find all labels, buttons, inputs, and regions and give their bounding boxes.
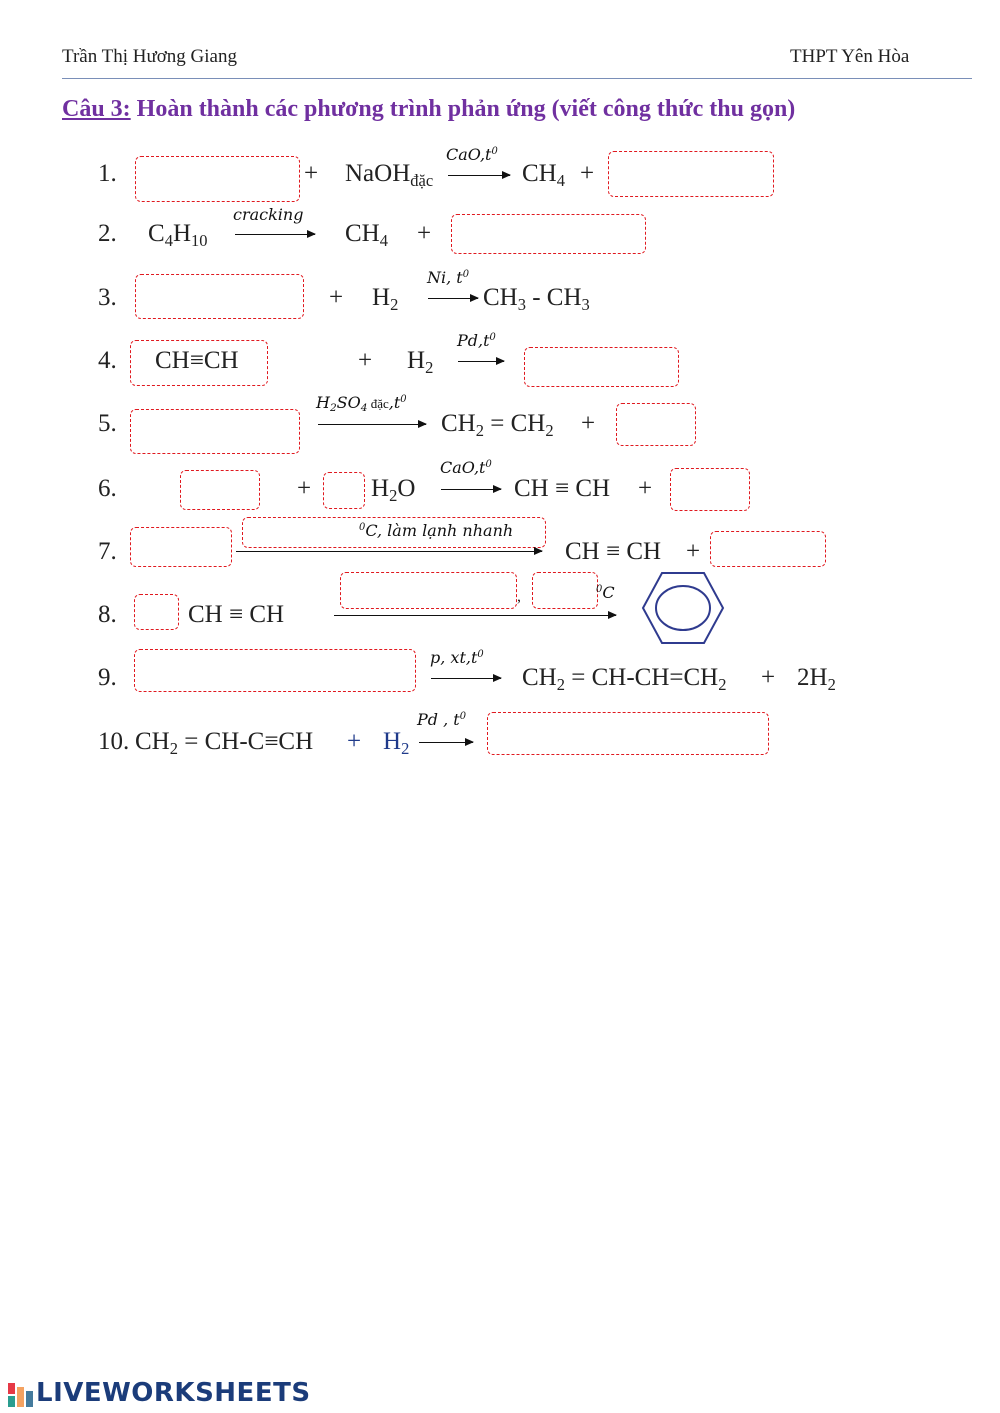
- reaction-10-reagent: $H_2$: [383, 728, 410, 758]
- question-number: Câu 3:: [62, 96, 131, 122]
- answer-box-6a[interactable]: [180, 470, 260, 510]
- reaction-arrow: [458, 361, 504, 362]
- reaction-4-reagent: $H_2$: [407, 347, 434, 377]
- reaction-arrow: [431, 678, 501, 679]
- answer-box-1a[interactable]: [135, 156, 300, 202]
- reaction-3-condition: Ni, $t^0$: [427, 268, 470, 287]
- answer-box-5b[interactable]: [616, 403, 696, 446]
- reaction-9-product: $CH_2 = CH-CH=CH_2$: [522, 664, 727, 694]
- reaction-3-number: 3.: [98, 284, 117, 311]
- answer-box-3[interactable]: [135, 274, 304, 319]
- reaction-3-reagent: $H_2$: [372, 284, 399, 314]
- reaction-2-condition: cracking: [233, 205, 304, 224]
- reaction-1-condition: $CaO,t^0$: [446, 145, 498, 164]
- plus-sign: +: [347, 728, 362, 755]
- liveworksheets-logo-icon: [8, 1383, 34, 1407]
- comma: ,: [517, 588, 521, 605]
- plus-sign: +: [761, 664, 776, 691]
- benzene-ring-icon: [640, 570, 726, 646]
- plus-sign: +: [580, 160, 595, 187]
- reaction-10-reactant: $CH_2 = CH-C\equiv CH$: [135, 728, 314, 758]
- answer-box-9[interactable]: [134, 649, 416, 692]
- answer-box-8a[interactable]: [134, 594, 179, 630]
- plus-sign: +: [297, 475, 312, 502]
- reaction-5-number: 5.: [98, 410, 117, 437]
- reaction-3-product: $CH_3 - CH_3$: [483, 284, 590, 314]
- reaction-arrow: [236, 551, 542, 552]
- answer-box-6c[interactable]: [670, 468, 750, 511]
- reaction-arrow: [441, 489, 501, 490]
- reaction-8-reactant: CH ≡ CH: [188, 601, 285, 628]
- header-school: THPT Yên Hòa: [790, 46, 910, 67]
- answer-box-1b[interactable]: [608, 151, 774, 197]
- reaction-10-number: 10.: [98, 728, 130, 755]
- reaction-1-number: 1.: [98, 160, 117, 187]
- reaction-9-byproduct: $2H_2$: [797, 664, 836, 694]
- question-text: Hoàn thành các phương trình phản ứng (viết công thức thu gọn): [130, 96, 796, 122]
- answer-box-7b[interactable]: [710, 531, 826, 567]
- answer-box-10[interactable]: [487, 712, 769, 755]
- plus-sign: +: [417, 220, 432, 247]
- reaction-7-number: 7.: [98, 538, 117, 565]
- plus-sign: +: [329, 284, 344, 311]
- reaction-6-product: CH ≡ CH: [514, 475, 611, 502]
- reaction-8-condition: $^0$C: [596, 583, 615, 602]
- reaction-1-product: $CH_4$: [522, 160, 565, 190]
- plus-sign: +: [638, 475, 653, 502]
- header-divider: [62, 78, 972, 79]
- answer-box-6b[interactable]: [323, 472, 365, 509]
- plus-sign: +: [358, 347, 373, 374]
- header-author: Trần Thị Hương Giang: [62, 46, 237, 67]
- reaction-10-condition: Pd , $t^0$: [417, 710, 467, 729]
- reaction-arrow: [334, 615, 616, 616]
- reaction-7-product: CH ≡ CH: [565, 538, 662, 565]
- reaction-4-reactant: CH≡CH: [155, 347, 239, 374]
- reaction-8-number: 8.: [98, 601, 117, 628]
- reaction-arrow: [235, 234, 315, 235]
- answer-box-2[interactable]: [451, 214, 646, 254]
- answer-box-5a[interactable]: [130, 409, 300, 454]
- reaction-arrow: [419, 742, 473, 743]
- reaction-arrow: [448, 175, 510, 176]
- reaction-arrow: [428, 298, 478, 299]
- reaction-5-condition: $H_2SO_4$ $đặc,t^0$: [316, 393, 407, 415]
- reaction-1-reagent: NaOH$_{đặc}$: [345, 160, 434, 190]
- answer-box-8-condition-b[interactable]: [532, 572, 598, 609]
- reaction-9-number: 9.: [98, 664, 117, 691]
- answer-box-7a[interactable]: [130, 527, 232, 567]
- answer-box-4[interactable]: [524, 347, 679, 387]
- reaction-5-product: $CH_2 = CH_2$: [441, 410, 554, 440]
- reaction-2-number: 2.: [98, 220, 117, 247]
- answer-box-8-condition-a[interactable]: [340, 572, 517, 609]
- plus-sign: +: [686, 538, 701, 565]
- reaction-4-condition: $Pd,t^0$: [457, 331, 496, 350]
- page-title: [62, 96, 795, 123]
- liveworksheets-logo[interactable]: LIVEWORKSHEETS: [36, 1378, 311, 1408]
- reaction-6-number: 6.: [98, 475, 117, 502]
- reaction-6-condition: $CaO,t^0$: [440, 458, 492, 477]
- reaction-6-reagent: $H_2O$: [371, 475, 416, 505]
- reaction-7-condition: $^0$C, làm lạnh nhanh: [359, 521, 514, 540]
- reaction-arrow: [318, 424, 426, 425]
- reaction-2-product: $CH_4$: [345, 220, 388, 250]
- reaction-4-number: 4.: [98, 347, 117, 374]
- plus-sign: +: [304, 160, 319, 187]
- reaction-2-reactant: $C_4H_{10}$: [148, 220, 208, 250]
- plus-sign: +: [581, 410, 596, 437]
- reaction-9-condition: p, $xt,t^0$: [430, 648, 484, 667]
